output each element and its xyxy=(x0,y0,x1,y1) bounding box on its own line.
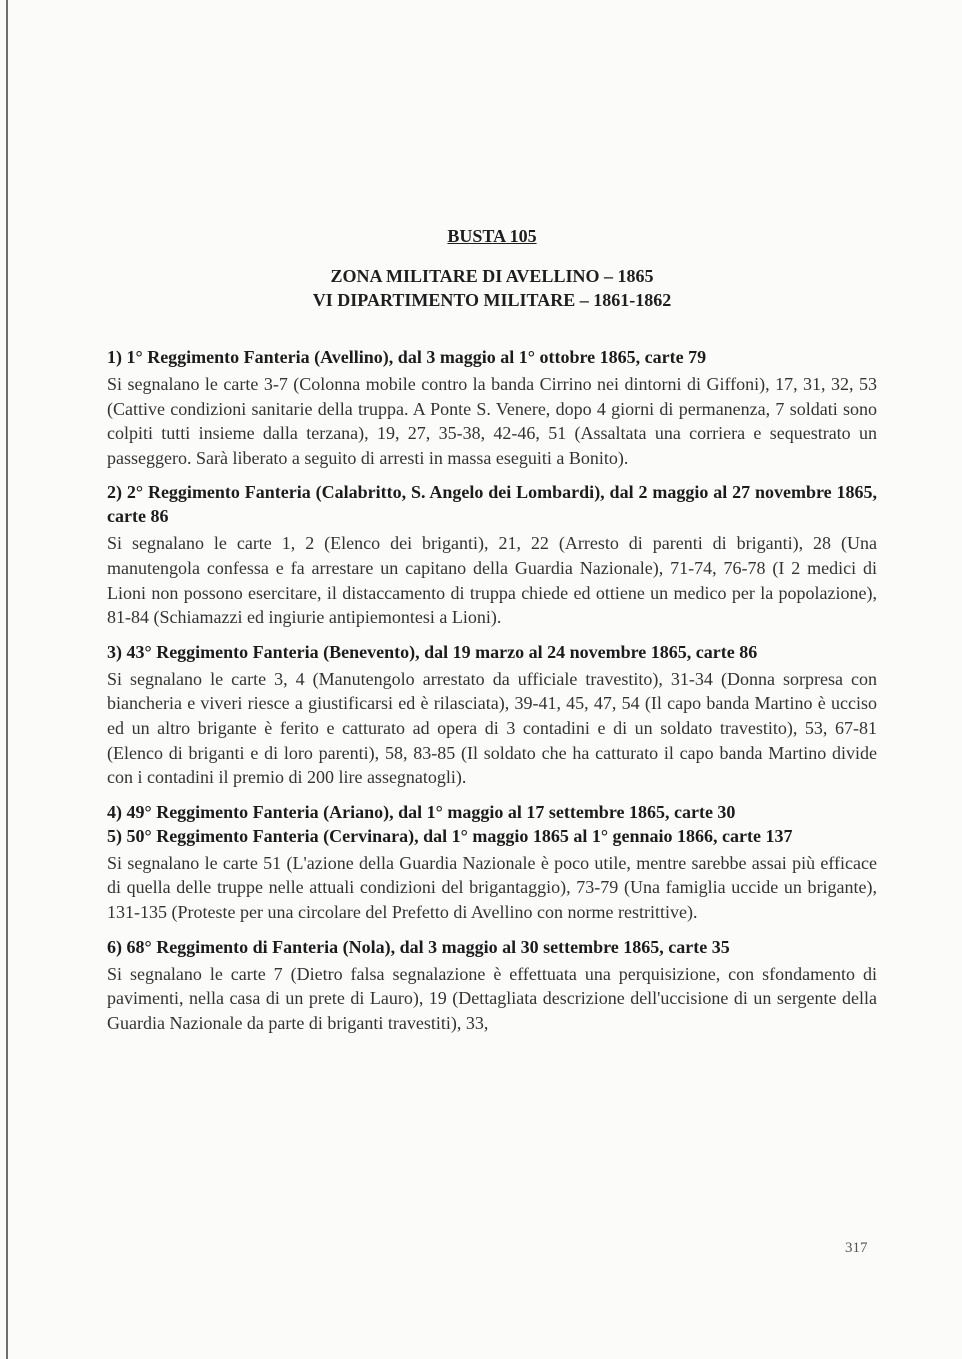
entry-6-heading: 6) 68° Reggimento di Fanteria (Nola), dal 3 maggio al 30 settembre 1865, carte 35 xyxy=(107,936,730,957)
entry-6 xyxy=(107,935,877,1036)
entry-4 xyxy=(107,800,877,824)
entry-1-body: Si segnalano le carte 3-7 (Colonna mobile contro la banda Cirrino nei dintorni di Giffoni), 17, 31, 32, 53 (Cattive condizioni sanitarie della truppa. A Ponte S. Venere, dopo 4 giorni di permanenza, 7 soldati sono colpiti tutti insieme dalla terzana), 19, 27, 35-38, 42-46, 51 (Assaltata una corriera e sequestrato un passeggero. Sarà liberato a seguito di arresti in massa eseguiti a Bonito). xyxy=(107,374,877,468)
document-title: BUSTA 105 xyxy=(447,226,537,246)
entry-1 xyxy=(107,345,877,470)
page-number: 317 xyxy=(845,1240,868,1256)
entry-2-heading: 2) 2° Reggimento Fanteria (Calabritto, S. Angelo dei Lombardi), dal 2 maggio al 27 novembre 1865, carte 86 xyxy=(107,482,877,527)
entry-3 xyxy=(107,640,877,790)
subtitle-zona: ZONA MILITARE DI AVELLINO – 1865 xyxy=(330,266,654,286)
entry-5-heading: 5) 50° Reggimento Fanteria (Cervinara), dal 1° maggio 1865 al 1° gennaio 1866, carte 137 xyxy=(107,825,793,846)
entry-5-body: Si segnalano le carte 51 (L'azione della Guardia Nazionale è poco utile, mentre sarebbe assai più efficace di quella delle truppe nelle attuali condizioni del brigantaggio), 73-79 (Una famiglia uccide un brigante), 131-135 (Proteste per una circolare del Prefetto di Avellino con norme restrittive). xyxy=(107,852,877,922)
entry-1-heading: 1) 1° Reggimento Fanteria (Avellino), dal 3 maggio al 1° ottobre 1865, carte 79 xyxy=(107,347,707,367)
entry-2-body: Si segnalano le carte 1, 2 (Elenco dei briganti), 21, 22 (Arresto di parenti di briganti), 28 (Una manutengola confessa e fa arrestare un capitano della Guardia Nazionale), 71-74, 76-78 (I 2 medici di Lioni non possono esercitare, il distaccamento di truppa chiede ed ottiene un medico per la popolazione), 81-84 (Schiamazzi ed ingiurie antipiemontesi a Lioni). xyxy=(107,533,877,628)
entries-list xyxy=(107,345,877,1035)
entry-4-heading: 4) 49° Reggimento Fanteria (Ariano), dal 1° maggio al 17 settembre 1865, carte 30 xyxy=(107,801,736,822)
subtitle-dipartimento: VI DIPARTIMENTO MILITARE – 1861-1862 xyxy=(312,290,672,310)
entry-6-body: Si segnalano le carte 7 (Dietro falsa segnalazione è effettuata una perquisizione, con sfondamento di pavimenti, nella casa di un prete di Lauro), 19 (Dettagliata descrizione dell'uccisione di un sergente della Guardia Nazionale da parte di briganti travestiti), 33, xyxy=(107,963,877,1033)
page-edge-shadow xyxy=(6,0,8,1359)
entry-5 xyxy=(107,824,877,925)
entry-3-body: Si segnalano le carte 3, 4 (Manutengolo arrestato da ufficiale travestito), 31-34 (Donna sorpresa con biancheria e viveri riesce a giustificarsi ed è rilasciata), 39-41, 45, 47, 54 (Il capo banda Martino è ucciso ed un altro brigante è ferito e catturato ad opera di 3 contadini e di un soldato travestito), 53, 67-81 (Elenco di briganti e di loro parenti), 58, 83-85 (Il soldato che ha catturato il capo banda Martino divide con i contadini il premio di 200 lire assegnatogli). xyxy=(107,668,877,788)
entry-2 xyxy=(107,480,877,629)
entry-3-heading: 3) 43° Reggimento Fanteria (Benevento), dal 19 marzo al 24 novembre 1865, carte 86 xyxy=(107,641,758,662)
